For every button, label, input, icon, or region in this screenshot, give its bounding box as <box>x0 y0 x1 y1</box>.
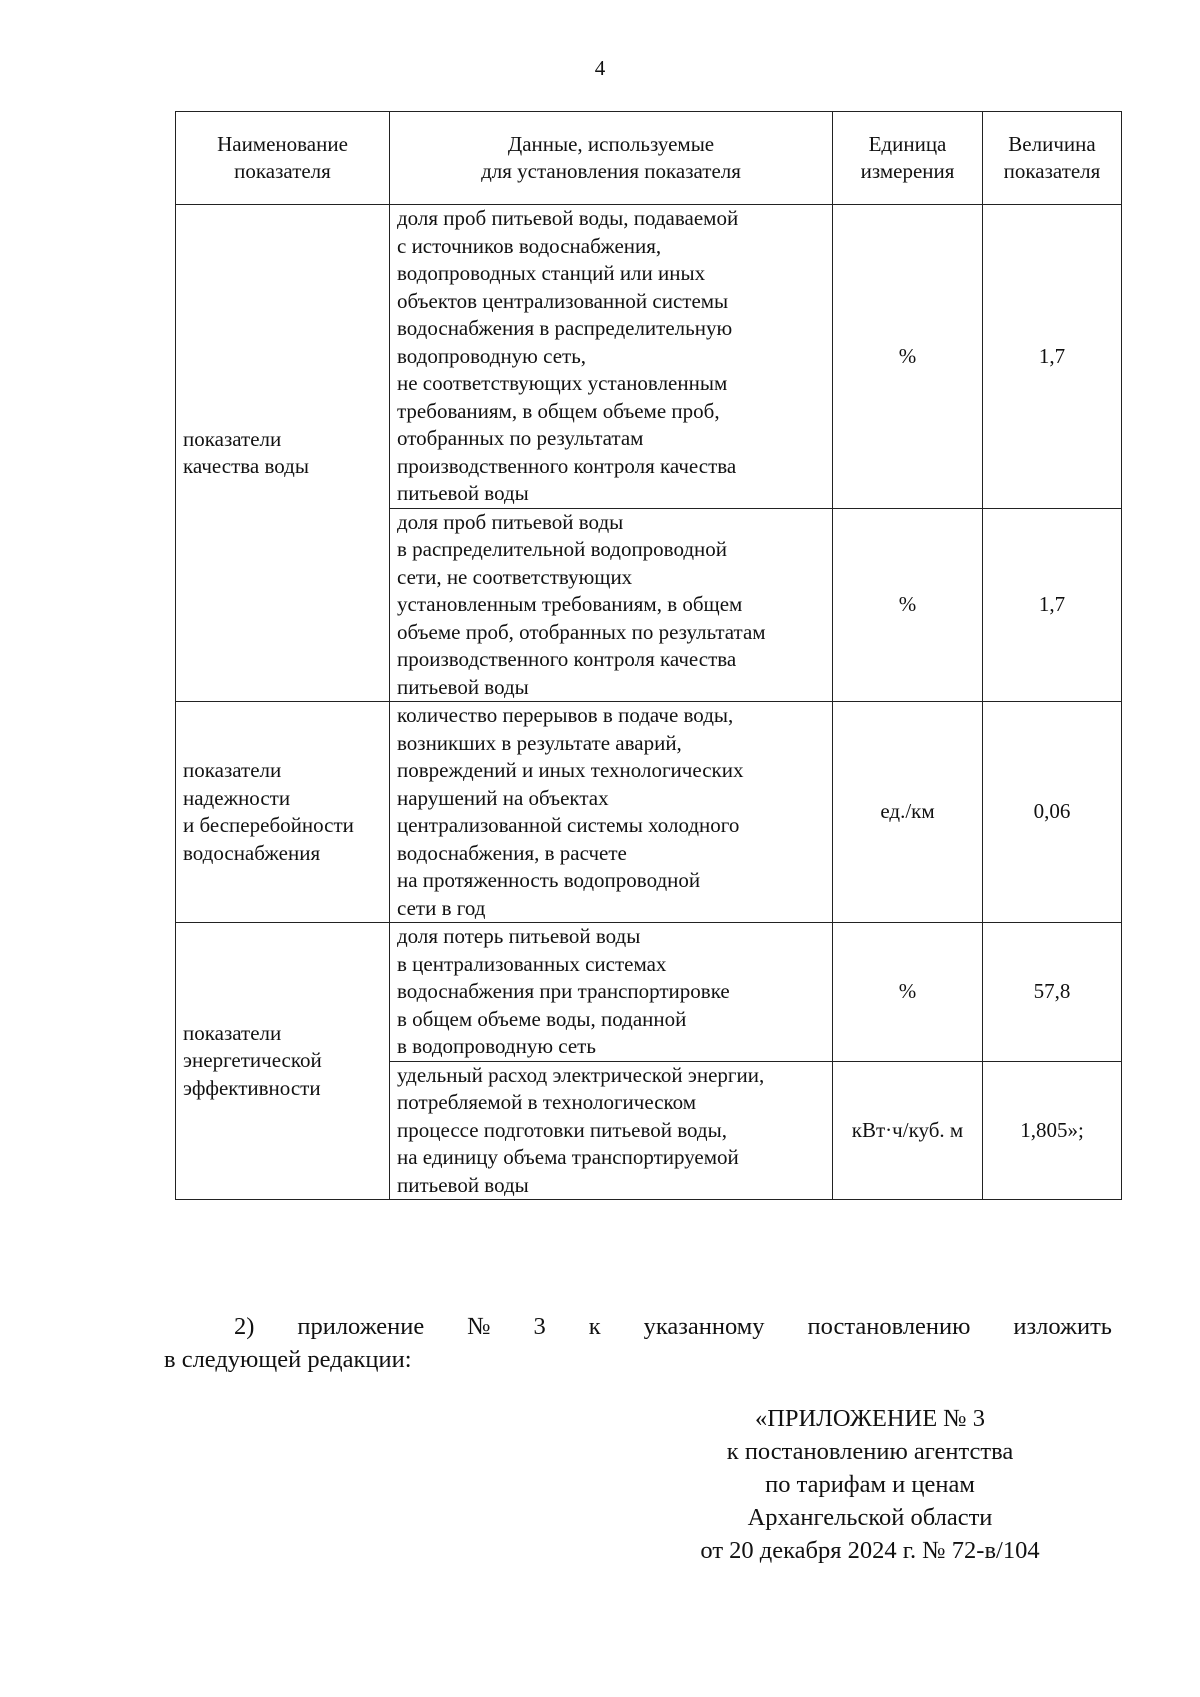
indicator-source-data <box>390 1061 833 1200</box>
source-data-line: в водопроводную сеть <box>397 1034 596 1058</box>
group-name-line: показатели <box>183 426 282 451</box>
indicator-source-data <box>390 205 833 509</box>
group-name-line: надежности <box>183 785 291 810</box>
indicator-value: 57,8 <box>983 923 1122 1062</box>
paragraph-word: № <box>467 1313 491 1340</box>
appendix-line: по тарифам и ценам <box>765 1471 975 1498</box>
indicator-source-data <box>390 702 833 923</box>
header-text: Величина <box>1008 131 1096 156</box>
source-data-line: в централизованных системах <box>397 951 667 976</box>
source-data-line: централизованной системы холодного <box>397 813 740 837</box>
group-name-line: показатели <box>183 1020 282 1045</box>
indicator-group-name <box>176 923 390 1200</box>
appendix-line: «ПРИЛОЖЕНИЕ № 3 <box>754 1405 986 1432</box>
source-data-line: отобранных по результатам <box>397 426 644 450</box>
indicator-unit: % <box>833 923 983 1062</box>
header-value <box>983 112 1122 205</box>
source-data-line: доля проб питьевой воды <box>397 509 624 534</box>
appendix-heading <box>660 1402 1080 1567</box>
header-text: для установления показателя <box>481 159 741 183</box>
source-data-line: нарушений на объектах <box>397 785 609 810</box>
table-header-row <box>176 112 1122 205</box>
paragraph-word: постановлению <box>807 1313 971 1340</box>
source-data-line: повреждений и иных технологических <box>397 758 744 782</box>
paragraph-line-1 <box>164 1310 1112 1343</box>
indicator-value: 0,06 <box>983 702 1122 923</box>
appendix-line: Архангельской области <box>747 1504 993 1531</box>
paragraph-word: изложить <box>1013 1313 1112 1340</box>
indicator-unit: % <box>833 508 983 702</box>
header-text: показателя <box>1003 159 1101 183</box>
indicator-unit: кВт·ч/куб. м <box>833 1061 983 1200</box>
source-data-line: производственного контроля качества <box>397 647 737 671</box>
source-data-line: требованиям, в общем объеме проб, <box>397 398 720 423</box>
paragraph-word: приложение <box>297 1313 425 1340</box>
source-data-line: объеме проб, отобранных по результатам <box>397 619 766 644</box>
indicator-value: 1,7 <box>983 508 1122 702</box>
header-source-data <box>390 112 833 205</box>
indicator-unit: ед./км <box>833 702 983 923</box>
source-data-line: водоснабжения при транспортировке <box>397 979 730 1003</box>
source-data-line: сети, не соответствующих <box>397 564 633 589</box>
source-data-line: водоснабжения в распределительную <box>397 316 733 340</box>
paragraph-word: 2) <box>234 1313 255 1340</box>
indicator-group-name <box>176 702 390 923</box>
source-data-line: доля проб питьевой воды, подаваемой <box>397 206 739 230</box>
indicator-unit: % <box>833 205 983 509</box>
source-data-line: питьевой воды <box>397 674 529 699</box>
paragraph-word: 3 <box>533 1313 546 1340</box>
source-data-line: водопроводную сеть, <box>397 343 587 368</box>
indicator-source-data <box>390 508 833 702</box>
header-text: показателя <box>234 159 331 183</box>
source-data-line: сети в год <box>397 895 486 920</box>
amendment-paragraph <box>164 1310 1112 1376</box>
paragraph-word: к <box>588 1313 601 1340</box>
table-row <box>176 205 1122 509</box>
source-data-line: водопроводных станций или иных <box>397 261 706 285</box>
group-name-line: водоснабжения <box>183 840 321 865</box>
indicator-value: 1,7 <box>983 205 1122 509</box>
source-data-line: объектов централизованной системы <box>397 288 729 313</box>
paragraph-word: указанному <box>643 1313 765 1340</box>
header-text: Единица <box>868 131 947 156</box>
source-data-line: производственного контроля качества <box>397 453 737 478</box>
header-text: Наименование <box>217 131 348 156</box>
source-data-line: в общем объеме воды, поданной <box>397 1006 687 1031</box>
source-data-line: питьевой воды <box>397 481 529 505</box>
header-text: Данные, используемые <box>507 131 715 156</box>
source-data-line: возникших в результате аварий, <box>397 730 682 755</box>
group-name-line: и бесперебойности <box>183 813 354 837</box>
appendix-line: от 20 декабря 2024 г. № 72-в/104 <box>700 1537 1040 1564</box>
group-name-line: энергетической <box>183 1048 322 1073</box>
source-data-line: доля потерь питьевой воды <box>397 924 641 948</box>
appendix-line: к постановлению агентства <box>726 1438 1014 1465</box>
group-name-line: эффективности <box>183 1075 321 1100</box>
group-name-line: показатели <box>183 758 282 782</box>
header-text: измерения <box>860 159 955 183</box>
header-indicator-name <box>176 112 390 205</box>
source-data-line: в распределительной водопроводной <box>397 537 728 561</box>
source-data-line: количество перерывов в подаче воды, <box>397 703 734 727</box>
table-row <box>176 702 1122 923</box>
page-number: 4 <box>594 56 606 80</box>
source-data-line: на протяженность водопроводной <box>397 868 701 892</box>
group-name-line: качества воды <box>183 454 309 478</box>
source-data-line: водоснабжения, в расчете <box>397 840 627 865</box>
indicator-group-name <box>176 205 390 702</box>
indicator-value: 1,805»; <box>983 1061 1122 1200</box>
source-data-line: с источников водоснабжения, <box>397 233 662 258</box>
indicator-source-data <box>390 923 833 1062</box>
source-data-line: потребляемой в технологическом <box>397 1090 697 1114</box>
source-data-line: не соответствующих установленным <box>397 371 728 395</box>
source-data-line: на единицу объема транспортируемой <box>397 1145 739 1169</box>
header-unit <box>833 112 983 205</box>
source-data-line: удельный расход электрической энергии, <box>397 1062 765 1087</box>
source-data-line: установленным требованиям, в общем <box>397 592 743 616</box>
table-body <box>176 205 1122 1200</box>
indicators-table <box>175 111 1122 1200</box>
source-data-line: процессе подготовки питьевой воды, <box>397 1117 727 1142</box>
paragraph-line-2: в следующей редакции: <box>164 1346 412 1373</box>
source-data-line: питьевой воды <box>397 1172 529 1197</box>
table-row <box>176 923 1122 1062</box>
